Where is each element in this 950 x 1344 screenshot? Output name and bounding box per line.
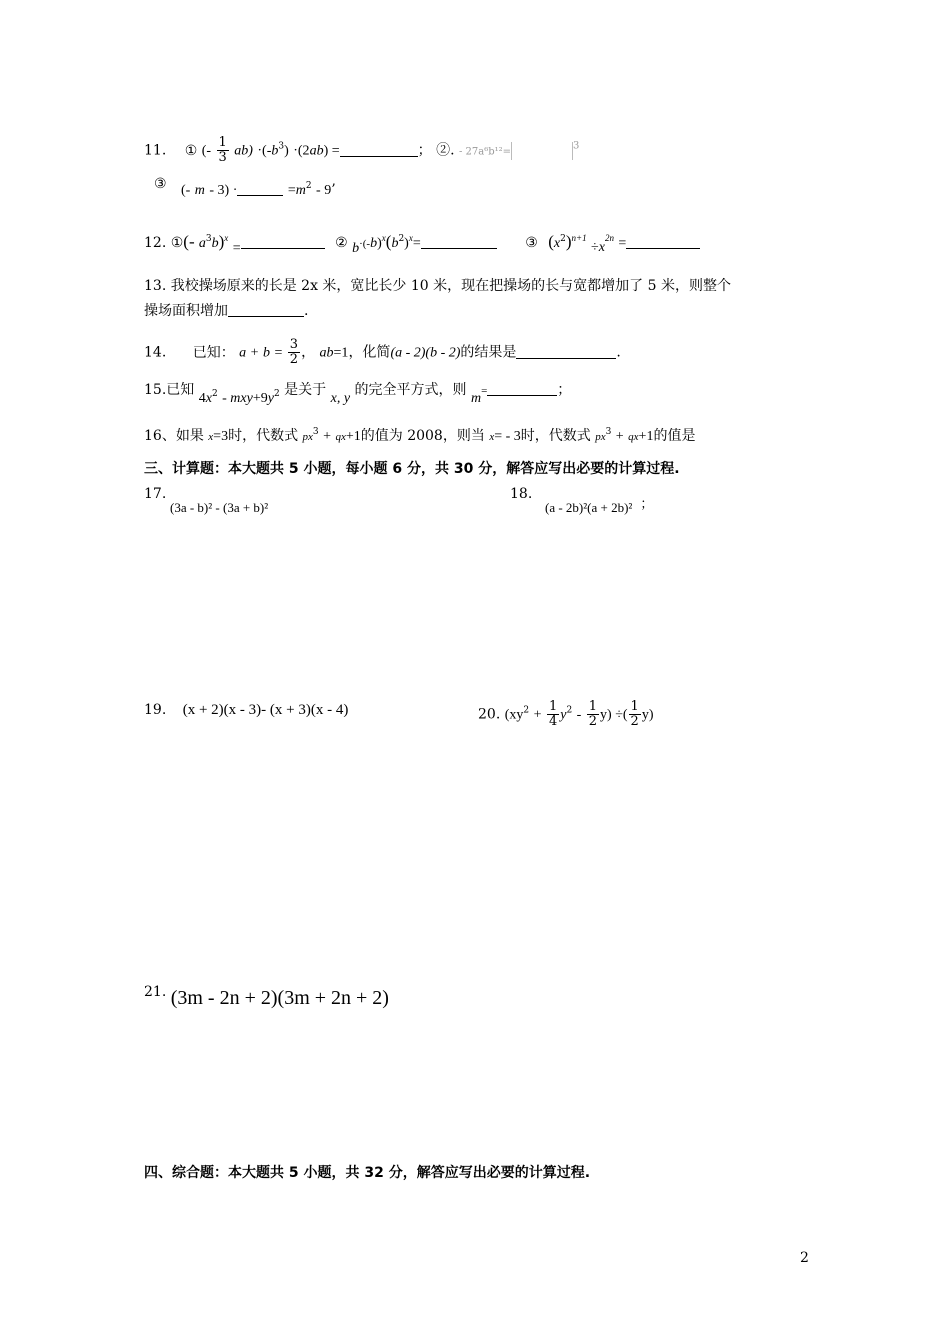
question-20: 20. ($xy^2$ + $\frac{1}{4}$ $y^2$ - $\frac{1}{2}$ y) ÷( $\frac{1}{2}$ y) [478, 699, 654, 729]
question-19: 19. (x + 2)(x - 3)- (x + 3)(x - 4) [144, 702, 349, 718]
q11-expr2-faint: - 27a⁶b¹²= [458, 146, 512, 158]
question-17: 17. [144, 486, 167, 502]
q19-expression: (x + 2)(x - 3)- (x + 3)(x - 4) [182, 702, 349, 718]
q11-number: 11. [144, 142, 167, 159]
question-16: 16、如果 x=3时，代数式 $px^3 + qx+1$的值为 2008，则当 x= - 3时，代数式 $px^3 + qx+1$的值是 [144, 427, 696, 444]
q21-expression: (3m - 2n + 2)(3m + 2n + 2) [170, 987, 389, 1009]
q11-fraction: $\frac{1}{3}$ [218, 135, 227, 165]
question-18: 18. [510, 486, 533, 502]
q11-mark1: ① [184, 142, 198, 159]
question-21: 21. (3m - 2n + 2)(3m + 2n + 2) [144, 984, 389, 1009]
q12-number: 12. [144, 235, 167, 251]
question-13-line2: 操场面积增加 . [144, 303, 309, 319]
q11-answer-blank-3[interactable] [237, 181, 283, 196]
question-15: 15.已知 $4x^2 - mxy+9y^2$ 是关于 x, y 的完全平方式，则 m= ； [144, 382, 572, 406]
question-11-line1: 11. ① (- $\frac{1}{3}$ $ab) \cdot(-b^3) \cdot(2ab)$ = ； ②. - 27a⁶b¹²=$^3$ [144, 135, 580, 165]
q11-mark2: ②. [436, 142, 455, 159]
q12-answer-blank-3[interactable] [626, 234, 700, 249]
q14-answer-blank[interactable] [516, 344, 616, 359]
question-11-line2: ③ (- $m - 3) \cdot =m^2 - 9$’ [154, 176, 336, 198]
q18-expression: (a - 2b)²(a + 2b)² ； [545, 496, 654, 515]
question-12: 12. ①(- $a^3b)^x$ = ② $b\cdot(-b)^x(b^2)^x=$ ③ $(x^2)^{n+1} \div x^{2n}$ = [144, 232, 700, 254]
q14-fraction: $\frac{3}{2}$ [289, 337, 299, 367]
q12-answer-blank-1[interactable] [241, 234, 325, 249]
q11-mark3: ③ [154, 176, 167, 192]
q12-answer-blank-2[interactable] [421, 234, 497, 249]
q13-answer-blank[interactable] [228, 302, 304, 317]
section-3-heading: 三、计算题：本大题共 5 小题，每小题 6 分，共 30 分，解答应写出必要的计算过程. [144, 461, 680, 477]
q17-expression: (3a - b)² - (3a + b)² [170, 500, 269, 515]
q11-answer-bracket[interactable] [511, 142, 573, 160]
q11-answer-blank-1[interactable] [340, 142, 418, 157]
section-4-heading: 四、综合题：本大题共 5 小题，共 32 分，解答应写出必要的计算过程. [144, 1165, 591, 1181]
q15-answer-blank[interactable] [487, 381, 557, 396]
question-13-line1: 13. 我校操场原来的长是 2x 米，宽比长少 10 米，现在把操场的长与宽都增加了 5 米，则整个 [144, 278, 731, 294]
question-14: 14. 已知： a + b = $\frac{3}{2}$ ， ab=1，化简(a - 2)(b - 2)的结果是 . [144, 337, 621, 367]
page-number: 2 [800, 1250, 809, 1266]
